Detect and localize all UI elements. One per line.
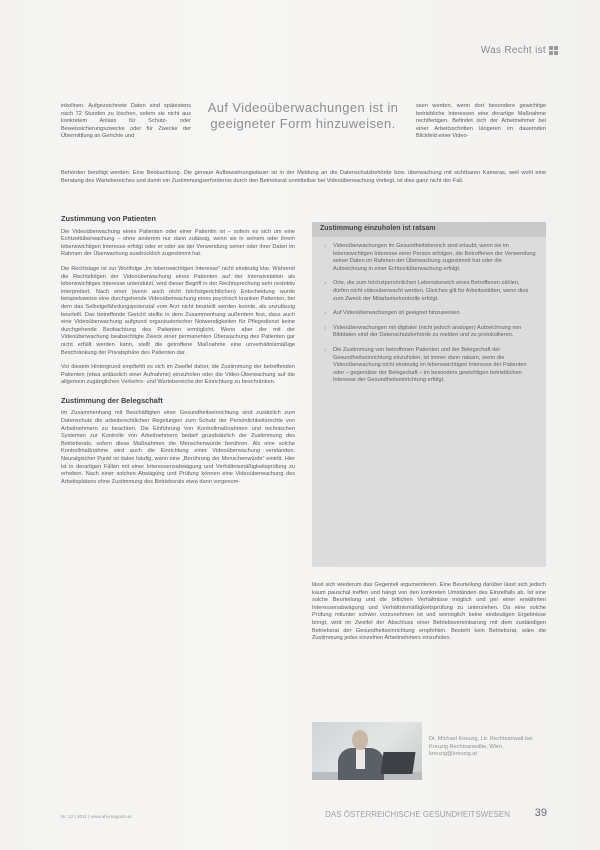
list-item-text: Auf Videoüberwachungen ist geeignet hinzuweisen. [333, 310, 462, 317]
section-heading-patients: Zustimmung von Patienten [61, 214, 156, 223]
info-box-title: Zustimmung einzuholen ist ratsam [312, 222, 546, 237]
paragraph: Vor diesem Hintergrund empfiehlt es sich im Zweifel daher, die Zustimmung der betreffenden Patienten (etwa anlässlich einer Aufnahme) einzuholen oder die Video-Überwachung auf die allgemein zugänglichen Verkehrs- und Wartebereiche der Einrichtung zu beschränken. [61, 364, 295, 386]
info-box-list [312, 243, 546, 385]
paragraph: Die Rechtslage ist zur Wortfolge „im lebenswichtigen Interesse“ nicht eindeutig klar. Während die Rechtsfolgen der Videoüberwachung eines Patienten auf der Intensivstation als lebenswichtiges Interesse unterstützt, wird dieser Begriff in der Rechtsprechung sehr restriktiv interpretiert. Nach einer (wenn auch nicht höchstgerichtlichen) Entscheidung wurde beispielsweise eine durchgehende Videoüberwachung eines psychisch kranken Patienten, bei dem das Selbstgefährdungspotenzial vom Arzt nicht beurteilt werden konnte, als unzulässig beurteilt. Das betreffende Gericht stellte in dem Zusammenhang außerdem fest, dass auch eine Videoüberwachung aufgrund organisatorischer Notwendigkeiten für Pflegedienst keine durchgehende Beobachtung des Patienten ermöglicht. Wenn aber der mit der Videoüberwachung beabsichtigte Zweck einer permanenten Überwachung des Patienten gar nicht erfüllt werden kann, stellt die getroffene Maßnahme eine unverhältnismäßige Beschränkung der Privatsphäre des Patienten dar. [61, 265, 295, 356]
grid-icon [549, 46, 558, 55]
footer-issue-info: Nr. 12 | 2011 | www.ahi-magazin.at [61, 814, 132, 819]
bullet-icon: › [324, 243, 327, 250]
running-header: Was Recht ist [480, 45, 546, 56]
intro-text-right: ssen werden, wenn dort besondere gewichtige betriebliche Interessen eine derartige Maßnahme rechtfertigen. Befindet sich der Arbeitnehmer bei einer Arbeitsschritten längeren im dauernden Blickfeld einer Video- [416, 103, 546, 140]
page-number: 39 [534, 807, 547, 819]
author-bio: Dr. Michael Kreuzig, Ltr. Rechtsanwalt bei Kreuzig Rechtsanwälte, Wien, kreuzig@kreuzig.at [429, 736, 533, 758]
info-box [312, 222, 546, 567]
bullet-icon: › [324, 324, 327, 332]
list-item [324, 243, 536, 273]
pull-quote: Auf Videoüberwachungen ist in geeigneter Form hinzuweisen. [207, 100, 399, 131]
left-column [61, 215, 295, 493]
bullet-icon: › [324, 310, 327, 318]
author-photo [312, 722, 422, 780]
list-item-text: Orte, die zum höchstpersönlichen Lebensbereich eines Betroffenen zählen, dürfen nicht videoüberwacht werden. Gleiches gilt für Arbeitsstätten, wenn dies zum Zweck der Mitarbeiterkontrolle erfolgt. [333, 280, 529, 302]
list-item-text: Videoüberwachungen mit digitaler (nicht jedoch analoger) Aufzeichnung von Bilddaten sind der Datenschutzbehörde zu melden und zu protokollieren. [333, 324, 522, 339]
bullet-icon: › [324, 346, 327, 354]
list-item [324, 325, 536, 340]
right-column-text: lässt sich wiederum das Gegenteil argumentieren. Eine Beurteilung darüber lässt sich jedoch kaum pauschal treffen und hängt von den konkreten Umständen des Einzelfalls ab. Ist eine solche Beurteilung und die örtlichen Verhältnisse möglich und per einer erwähnten Interessenabwägung und Verhältnismäßigkeitsprüfung zu unterziehen. Da eine solche Prüfung mitunter schwer vorzunehmen ist und womöglich keine eindeutigen Ergebnisse bringt, wird im Zweifel der Abschluss einer Betriebsvereinbarung mit dem zuständigen Betriebsrat der Gesundheitseinrichtung empfohlen. Besteht kein Betriebsrat, wäre die Zustimmung jedes einzelnen Arbeitnehmers einzuholen. [312, 582, 546, 642]
footer-magazine-name: DAS ÖSTERREICHISCHE GESUNDHEITSWESEN [325, 810, 510, 819]
bullet-icon: › [324, 280, 327, 288]
section-heading-staff: Zustimmung der Belegschaft [61, 395, 163, 405]
list-item [324, 310, 536, 318]
list-item [324, 347, 536, 385]
intro-text-left: inkollnen. Aufgezeichnete Daten sind spätestens nach 72 Stunden zu löschen, sofern sie nicht aus konkretem Anlass für Schutz- oder Beweissicherungszwecke oder für Zwecke der Übermittlung an Gerichte und [61, 103, 191, 140]
paragraph: Im Zusammenhang mit Beschäftigten einer Gesundheitseinrichtung sind zusätzlich zum Datenschutz die arbeitsrechtlichen Regelungen zum Schutz der Persönlichkeitsrechte von Arbeitnehmern zu beachten. Die Einführung von Kontrollmaßnahmen und technischen Systemen zur Kontrolle von Arbeitnehmern bedarf grundsätzlich der Zustimmung des Betriebsrats, sofern diese Maßnahmen die Menschenwürde berühren. Als eine solche Kontrollmaßnahme wird auch die Einrichtung einer Videoüberwachung verstanden. Neuralgischer Punkt ist dabei häufig, wann eine „Berührung der Menschenwürde“ eintritt. Hier ist in derartigen Fällen mit einer Interessensabwägung und Verhältnismäßigkeitsprüfung zu erheben. Nach einer solchen Abwägung und Prüfung können eine Videoüberwachung des Arbeitsplatzes ohne Zustimmung des Betriebsrats etwa dann vorgenom- [61, 410, 295, 485]
list-item [324, 280, 536, 303]
list-item-text: Die Zustimmung von betroffenen Patienten und der Belegschaft der Gesundheitseinrichtung einzuholen, ist immer dann ratsam, wenn die Videoüberwachung nicht eindeutig im lebenswichtigen Interesse der Patienten oder – gegenüber der Belegschaft – im besonders gewichtigen betrieblichen Interesse der Gesundheitseinrichtung erfolgt. [333, 346, 527, 384]
intro-text-bottom: Behörden benötigt werden. Eine Beobachtung. Die genaue Aufbewahrungsdauer ist in der Meldung an die Datenschutzbehörde bzw. überwachung mit sichtbaren Kameras, weil wohl eine Beratung des Wartebereiches und damit ein Zustimmungserfordernis durch den Betriebsrat unmittelbar bei Videoüberwachung vorliegt, ist dies ganz nicht der Fall. [61, 170, 546, 184]
list-item-text: Videoüberwachungen im Gesundheitsbereich sind erlaubt, wenn sie im lebenswichtigen Interesse einer Person erfolgen, die Betroffenen der Verwendung seiner Daten im Rahmen der Überwachung zugestimmt hat oder die Aufzeichnung in einer Echtzeitüberwachung erfolgt. [333, 243, 536, 272]
paragraph: Die Videoüberwachung eines Patienten oder einer Patientin ist – sofern es sich um eine Echtzeitüberwachung – ohne anderem nur dann zulässig, wenn sie in seinem oder ihrem lebenswichtigen Interesse erfolgt oder er oder sie der Verwendung seiner oder ihrer Daten im Rahmen der Überwachung ausdrücklich zugestimmt hat. [61, 228, 295, 258]
